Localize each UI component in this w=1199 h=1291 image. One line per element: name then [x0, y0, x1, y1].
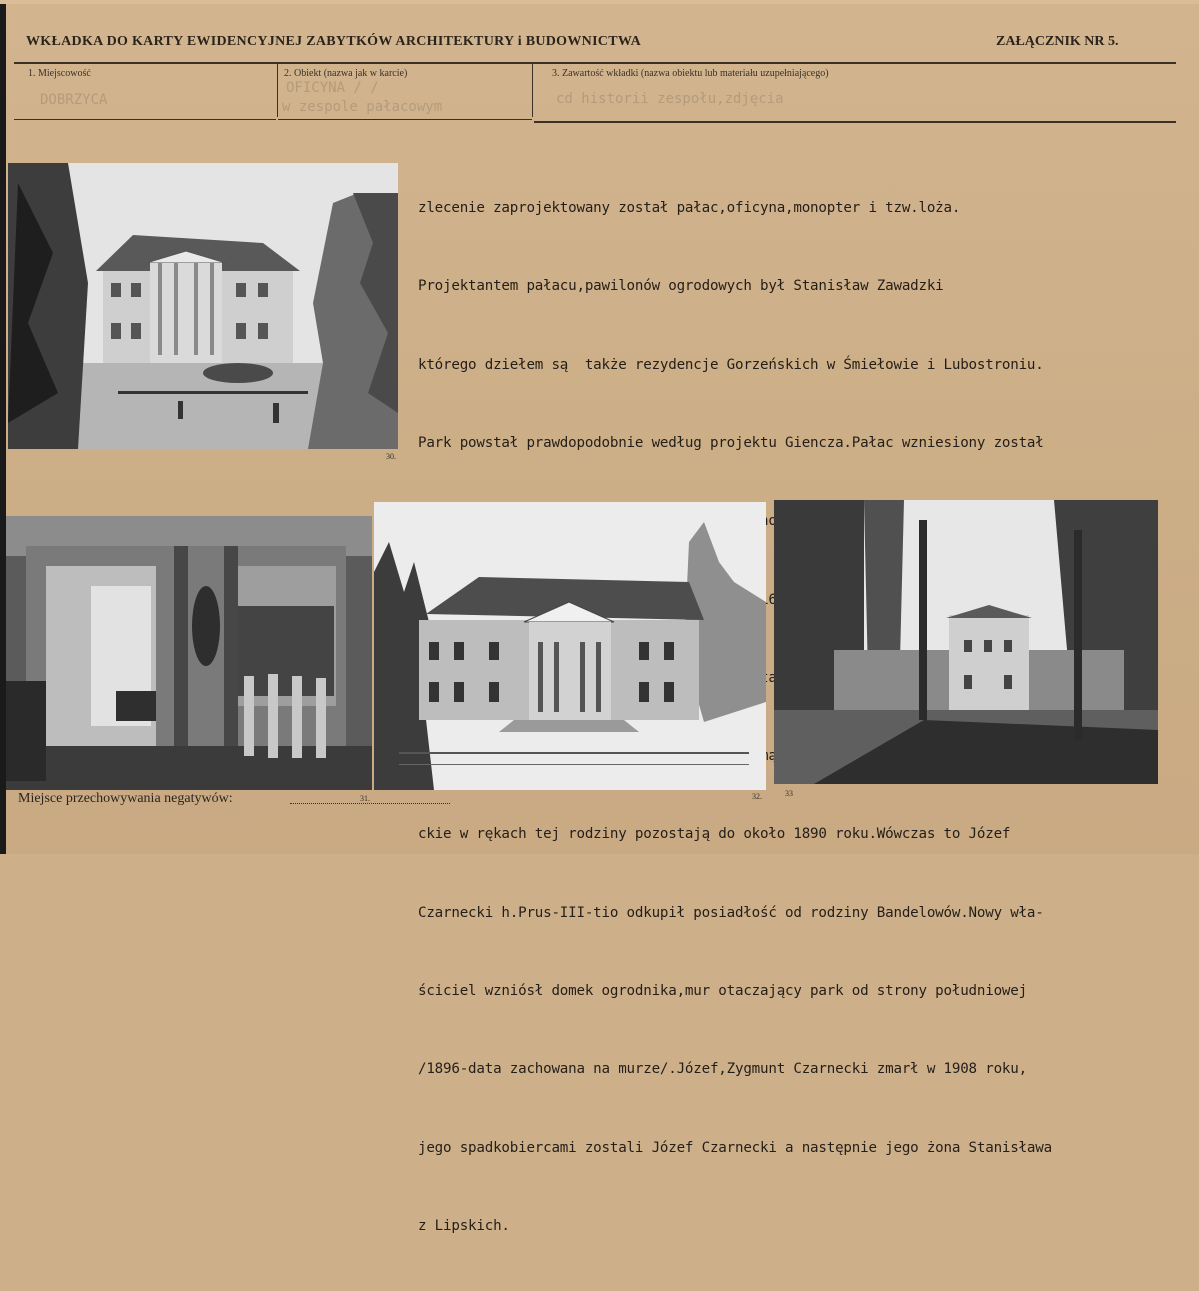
text-line: jego spadkobiercami zostali Józef Czarnecki a następnie jego żona Stanisława [418, 1139, 1052, 1156]
object-value-line1: OFICYNA / / [286, 80, 379, 96]
field-rule-3 [534, 121, 1176, 123]
content-value: cd historii zespołu,zdjęcia [556, 91, 784, 107]
object-value-line2: w zespole pałacowym [282, 99, 443, 115]
header-rule-top [14, 62, 1176, 64]
photo-palace-interior [6, 516, 372, 790]
annex-number: ZAŁĄCZNIK NR 5. [996, 34, 1119, 49]
form-title: WKŁADKA DO KARTY EWIDENCYJNEJ ZABYTKÓW ARCHITEKTURY i BUDOWNICTWA [26, 34, 642, 49]
field-divider-2 [532, 63, 533, 117]
text-line: mąż [760, 748, 786, 765]
negatives-storage-line [290, 803, 450, 804]
text-line: ckie w rękach tej rodziny pozostają do około 1890 roku.Wówczas to Józef [418, 826, 1011, 843]
photo-palace-drawing [374, 502, 766, 790]
locality-value: DOBRZYCA [40, 92, 108, 108]
photo-number-30: 30. [386, 452, 396, 461]
locality-label: 1. Miejscowość [28, 68, 91, 79]
text-line: Czarnecki h.Prus-III-tio odkupił posiadłość od rodziny Bandelowów.Nowy wła- [418, 904, 1044, 921]
text-line: zlecenie zaprojektowany został pałac,oficyna,monopter i tzw.loża. [418, 200, 961, 217]
text-line: /1896-data zachowana na murze/.Józef,Zygmunt Czarnecki zmarł w 1908 roku, [418, 1061, 1027, 1078]
photo-number-33: 33 [785, 789, 793, 798]
text-line: Park powstał prawdopodobnie według projektu Giencza.Pałac wzniesiony został [418, 435, 1044, 452]
text-line: z Lipskich. [418, 1217, 510, 1234]
text-line: którego dziełem są także rezydencje Gorzeńskich w Śmiełowie i Lubostroniu. [418, 356, 1044, 373]
negatives-storage-label: Miejsce przechowywania negatywów: [18, 791, 233, 806]
text-line: Projektantem pałacu,pawilonów ogrodowych był Stanisław Zawadzki [418, 278, 944, 295]
scan-top-edge [0, 0, 1199, 4]
photo-oficyna [774, 500, 1158, 784]
text-line: ściciel wzniósł domek ogrodnika,mur otaczający park od strony południowej [418, 983, 1027, 999]
field-rule-1 [14, 119, 276, 120]
object-label: 2. Obiekt (nazwa jak w karcie) [284, 68, 408, 79]
content-label: 3. Zawartość wkładki (nazwa obiektu lub materiału uzupełniającego) [552, 68, 829, 79]
photo-number-32: 32. [752, 792, 762, 801]
field-rule-2 [278, 119, 532, 120]
photo-palace-engraving [8, 163, 398, 449]
photo-number-31: 31. [360, 794, 370, 803]
field-divider-1 [277, 63, 278, 117]
